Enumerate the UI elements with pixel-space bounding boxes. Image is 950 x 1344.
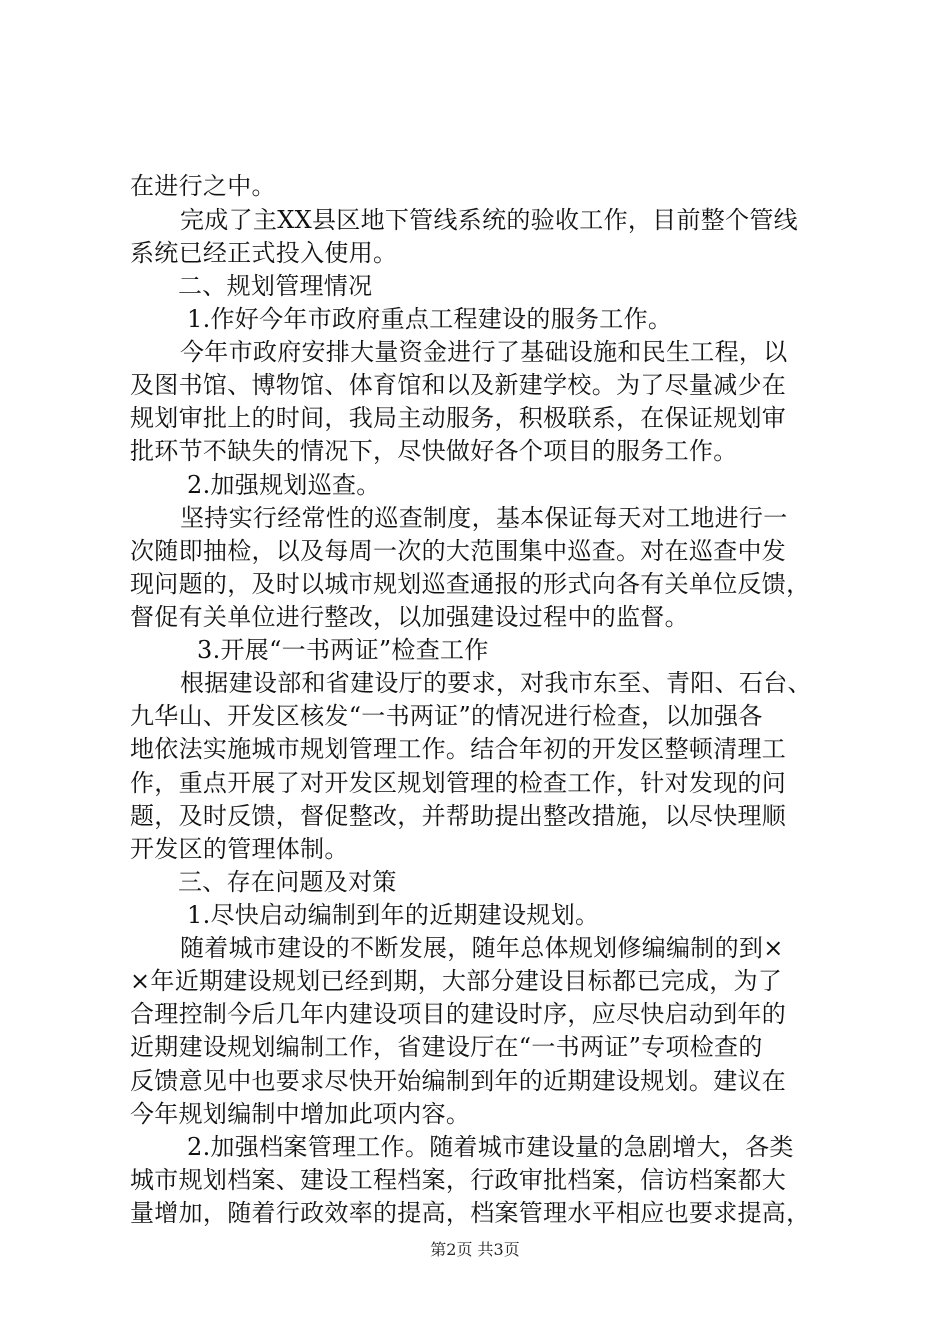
text-line: 近期建设规划编制工作，省建设厅在“一书两证”专项检查的 — [130, 1033, 763, 1061]
text-line: 2.加强档案管理工作。随着城市建设量的急剧增大，各类 — [187, 1133, 794, 1161]
section-heading: 三、存在问题及对策 — [178, 868, 397, 896]
text-line: 完成了主XX县区地下管线系统的验收工作，目前整个管线 — [180, 206, 798, 234]
subsection-heading: 1.尽快启动编制到年的近期建设规划。 — [187, 901, 600, 929]
page-number-footer: 第2页 共3页 — [430, 1240, 520, 1259]
text-line: 题，及时反馈，督促整改，并帮助提出整改措施，以尽快理顺 — [130, 802, 787, 830]
text-line: 次随即抽检，以及每周一次的大范围集中巡查。对在巡查中发 — [130, 537, 787, 565]
text-line: 现问题的，及时以城市规划巡查通报的形式向各有关单位反馈， — [130, 570, 811, 598]
text-line: 督促有关单位进行整改，以加强建设过程中的监督。 — [130, 603, 689, 631]
text-line: 反馈意见中也要求尽快开始编制到年的近期建设规划。建议在 — [130, 1067, 787, 1095]
text-line: 九华山、开发区核发“一书两证”的情况进行检查，以加强各 — [130, 702, 763, 730]
text-line: ×年近期建设规划已经到期，大部分建设目标都已完成，为了 — [130, 967, 783, 995]
text-line: 在进行之中。 — [130, 172, 276, 200]
text-line: 城市规划档案、建设工程档案，行政审批档案，信访档案都大 — [130, 1166, 787, 1194]
text-line: 作，重点开展了对开发区规划管理的检查工作，针对发现的问 — [130, 769, 787, 797]
text-line: 随着城市建设的不断发展，随年总体规划修编编制的到× — [180, 934, 784, 962]
text-line: 地依法实施城市规划管理工作。结合年初的开发区整顿清理工 — [130, 735, 787, 763]
text-line: 系统已经正式投入使用。 — [130, 239, 398, 267]
subsection-heading: 1.作好今年市政府重点工程建设的服务工作。 — [187, 305, 673, 333]
subsection-heading: 2.加强规划巡查。 — [187, 471, 381, 499]
text-line: 开发区的管理体制。 — [130, 835, 349, 863]
text-line: 合理控制今后几年内建设项目的建设时序，应尽快启动到年的 — [130, 1000, 787, 1028]
section-heading: 二、规划管理情况 — [178, 272, 373, 300]
text-line: 量增加，随着行政效率的提高，档案管理水平相应也要求提高， — [130, 1199, 811, 1227]
text-line: 坚持实行经常性的巡查制度，基本保证每天对工地进行一 — [180, 504, 788, 532]
text-line: 根据建设部和省建设厅的要求，对我市东至、青阳、石台、 — [180, 669, 812, 697]
text-line: 及图书馆、博物馆、体育馆和以及新建学校。为了尽量减少在 — [130, 371, 787, 399]
subsection-heading: 3.开展“一书两证”检查工作 — [197, 636, 489, 664]
text-line: 规划审批上的时间，我局主动服务，积极联系，在保证规划审 — [130, 404, 787, 432]
text-line: 今年市政府安排大量资金进行了基础设施和民生工程，以 — [180, 338, 788, 366]
text-line: 批环节不缺失的情况下，尽快做好各个项目的服务工作。 — [130, 437, 738, 465]
text-line: 今年规划编制中增加此项内容。 — [130, 1100, 471, 1128]
